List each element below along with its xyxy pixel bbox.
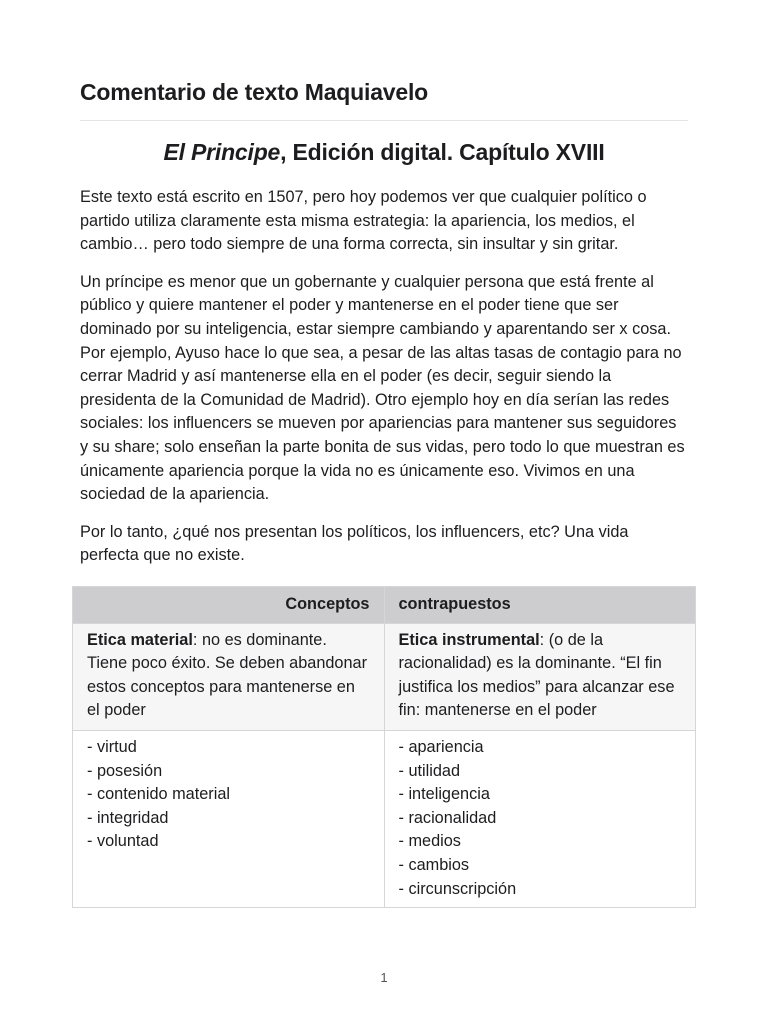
- document-title: Comentario de texto Maquiavelo: [80, 79, 429, 105]
- right-definition-cell: [384, 623, 696, 730]
- paragraph-3: Por lo tanto, ¿qué nos presentan los políticos, los influencers, etc? Una vida perfecta que no existe.: [80, 522, 629, 565]
- document-subtitle: [80, 137, 688, 167]
- paragraph-1: Este texto está escrito en 1507, pero hoy podemos ver que cualquier político o partido utiliza claramente esta misma estrategia: la apariencia, los medios, el cambio… pero todo siempre de una forma correcta, sin insultar y sin gritar.: [80, 188, 647, 254]
- left-concept-list: [87, 736, 370, 854]
- list-item: - voluntad: [87, 832, 159, 851]
- list-item: - contenido material: [87, 785, 230, 804]
- table-row: [73, 623, 696, 730]
- right-concept-list: [399, 736, 682, 901]
- subtitle-rest: , Edición digital. Capítulo XVIII: [280, 139, 605, 165]
- document-page: [80, 0, 688, 568]
- table-header-row: [73, 587, 696, 624]
- left-definition-cell: [73, 623, 385, 730]
- left-term: Etica material: [87, 630, 193, 649]
- left-definition: : no es dominante. Tiene poco éxito. Se deben abandonar estos conceptos para mantenerse en el poder: [87, 630, 368, 720]
- list-item: - cambios: [398, 855, 470, 874]
- paragraph-2: Un príncipe es menor que un gobernante y cualquier persona que está frente al público y quiere mantener el poder y mantenerse en el poder tiene que ser dominado por su inteligencia, estar siempre cambiando y aparentando ser x cosa. Por ejemplo, Ayuso hace lo que sea, a pesar de las altas tasas de contagio para no cerrar Madrid y así mantenerse ella en el poder (es decir, seguir siendo la presidenta de la Comunidad de Madrid). Otro ejemplo hoy en día serían las redes sociales: los influencers se mueven por apariencias para mantener sus seguidores y su share; solo enseñan la parte bonita de sus vidas, pero todo lo que muestran es únicamente apariencia porque la vida no es únicamente eso. Vivimos en una sociedad de la apariencia.: [80, 272, 685, 504]
- list-item: - medios: [398, 832, 461, 851]
- book-title: El Principe: [163, 139, 281, 165]
- right-term: Etica instrumental: [398, 630, 540, 649]
- left-list-cell: [73, 730, 385, 907]
- list-item: - apariencia: [398, 737, 484, 756]
- right-list-cell: [384, 730, 696, 907]
- list-item: - inteligencia: [398, 785, 490, 804]
- list-item: - racionalidad: [398, 808, 497, 827]
- title-divider: [80, 120, 688, 121]
- list-item: - utilidad: [398, 761, 461, 780]
- list-item: - circunscripción: [398, 879, 517, 898]
- table-header-left: Conceptos: [73, 587, 385, 624]
- concepts-table: [72, 586, 696, 908]
- right-definition: : (o de la racionalidad) es la dominante. “El fin justifica los medios” para alcanzar ese fin: mantenerse en el poder: [398, 630, 675, 720]
- table-row: [73, 730, 696, 907]
- list-item: - virtud: [87, 737, 137, 756]
- table-header-right: contrapuestos: [384, 587, 696, 624]
- list-item: - posesión: [87, 761, 163, 780]
- page-number: 1: [380, 970, 388, 985]
- list-item: - integridad: [87, 808, 169, 827]
